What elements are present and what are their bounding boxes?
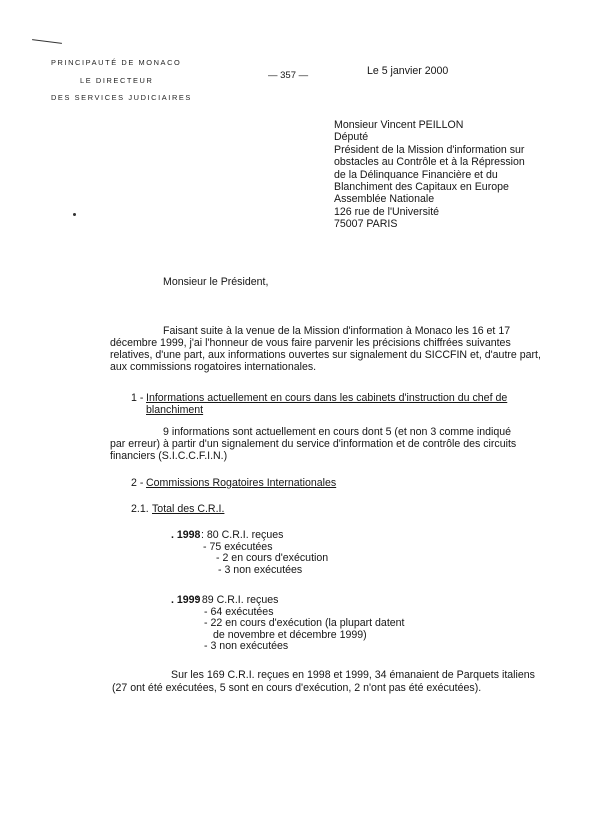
recipient-line: 75007 PARIS: [334, 218, 398, 231]
intro-line-4: aux commissions rogatoires internationales.: [110, 361, 317, 373]
letterhead-line-3: DES SERVICES JUDICIAIRES: [51, 93, 192, 102]
recipient-line: Blanchiment des Capitaux en Europe: [334, 180, 509, 193]
recipient-line: Monsieur Vincent PEILLON: [334, 119, 464, 131]
stat-line: - 22 en cours d'exécution (la plupart datent: [204, 617, 405, 630]
section-1-body-line-1: 9 informations sont actuellement en cours dont 5 (et non 3 comme indiqué: [163, 426, 512, 438]
recipient-line: Assemblée Nationale: [334, 193, 435, 206]
stat-line: - 64 exécutées: [204, 605, 274, 618]
letterhead-line-2: LE DIRECTEUR: [80, 76, 154, 85]
stat-line: - 3 non exécutées: [218, 563, 303, 576]
section-2-title: Commissions Rogatoires Internationales: [146, 477, 337, 489]
ink-dot: [73, 213, 76, 216]
recipient-line: obstacles au Contrôle et à la Répression: [334, 156, 525, 169]
intro-line-1: Faisant suite à la venue de la Mission d'information à Monaco les 16 et 17: [163, 325, 511, 337]
recipient-line: de la Délinquance Financière et du: [334, 168, 498, 181]
year-1998-stats: [201, 529, 328, 575]
section-1-body-line-3: financiers (S.I.C.C.F.I.N.): [110, 450, 228, 462]
year-1998-label: . 1998: [171, 529, 201, 541]
ink-stroke: [32, 39, 62, 44]
conclusion-line-1: Sur les 169 C.R.I. reçues en 1998 et 1999, 34 émanaient de Parquets italiens: [171, 669, 535, 681]
section-1-title: Informations actuellement en cours dans les cabinets d'instruction du chef de: [146, 392, 508, 404]
recipient-address: [334, 119, 525, 231]
conclusion-line-2: (27 ont été exécutées, 5 sont en cours d'exécution, 2 n'ont pas été exécutées).: [112, 682, 482, 694]
subsection-2-1-number: 2.1.: [131, 503, 149, 515]
section-2-number: 2 -: [131, 477, 144, 489]
stat-line: de novembre et décembre 1999): [213, 628, 367, 641]
stat-line: - 3 non exécutées: [204, 640, 289, 653]
stat-line: : 89 C.R.I. reçues: [196, 594, 279, 606]
page-number: — 357 —: [268, 70, 309, 81]
stat-line: - 75 exécutées: [203, 540, 273, 553]
intro-line-2: décembre 1999, j'ai l'honneur de vous faire parvenir les précisions chiffrées suivantes: [110, 337, 511, 349]
section-1-body-line-2: par erreur) à partir d'un signalement du service d'information et de contrôle des circuits: [110, 438, 517, 450]
recipient-line: 126 rue de l'Université: [334, 205, 440, 218]
section-1-title-cont: blanchiment: [146, 404, 204, 416]
salutation: Monsieur le Président,: [163, 276, 269, 288]
recipient-line: Président de la Mission d'information sur: [334, 143, 525, 156]
letter-date: Le 5 janvier 2000: [367, 65, 449, 77]
year-1999-stats: [196, 594, 405, 652]
letterhead-line-1: PRINCIPAUTÉ DE MONACO: [51, 58, 182, 67]
year-1999-label: . 1999: [171, 594, 201, 606]
stat-line: - 2 en cours d'exécution: [216, 552, 329, 565]
intro-line-3: relatives, d'une part, aux informations ouvertes sur signalement du SICCFIN et, d'autre part,: [110, 349, 541, 361]
subsection-2-1-title: Total des C.R.I.: [152, 503, 225, 515]
recipient-line: Député: [334, 131, 369, 144]
stat-line: : 80 C.R.I. reçues: [201, 529, 284, 541]
section-1-number: 1 -: [131, 392, 144, 404]
